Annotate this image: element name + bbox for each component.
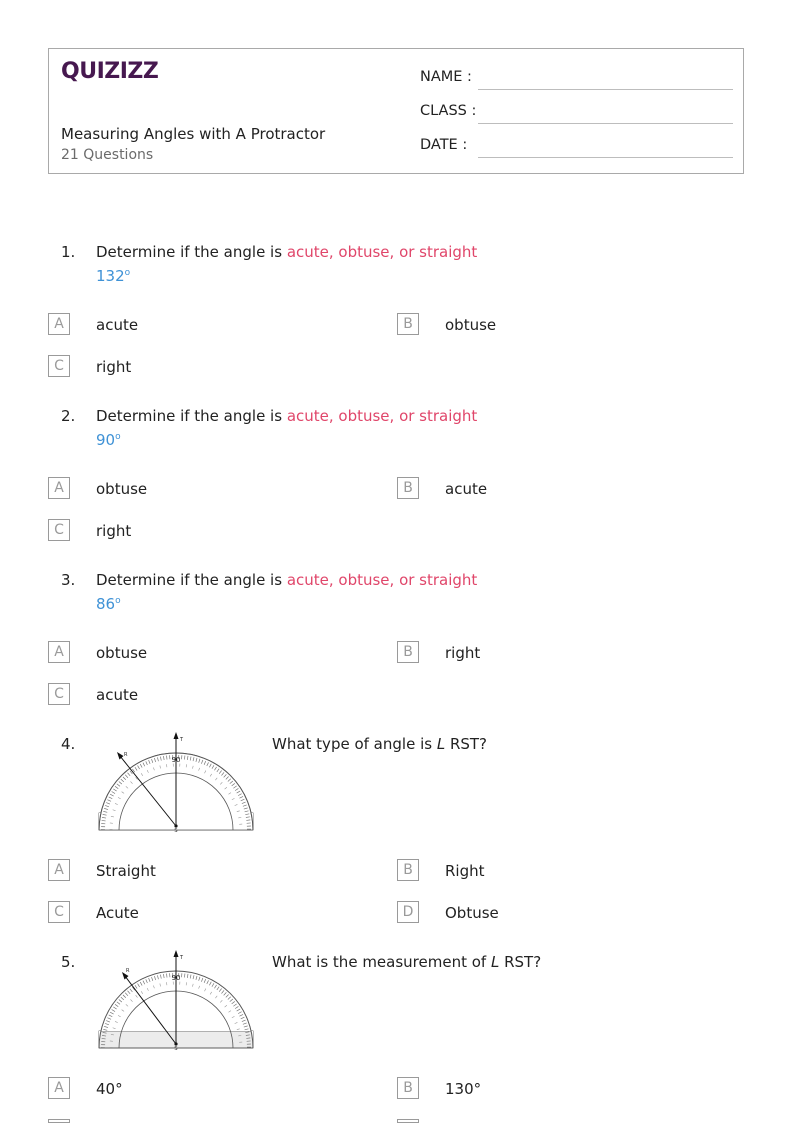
date-label: DATE : xyxy=(420,137,468,153)
option-letter[interactable]: A xyxy=(48,859,70,881)
quizizz-logo: QUIZIZZ xyxy=(61,59,159,84)
question-number: 5. xyxy=(61,953,76,971)
option-text[interactable]: obtuse xyxy=(445,316,497,334)
angle-value xyxy=(96,431,121,449)
option-letter[interactable]: D xyxy=(397,901,419,923)
degree-mark: o xyxy=(115,596,121,606)
vertex-label: S xyxy=(174,828,178,833)
option-text[interactable]: obtuse xyxy=(96,480,148,498)
option-letter[interactable]: B xyxy=(397,313,419,335)
prompt-text: What type of angle is xyxy=(272,735,437,753)
name-field[interactable] xyxy=(478,89,733,90)
question-number: 3. xyxy=(61,571,76,589)
angle-number: 90 xyxy=(96,431,116,449)
prompt-text: Determine if the angle is xyxy=(96,243,287,261)
prompt-text: RST? xyxy=(445,735,488,753)
angle-symbol: L xyxy=(490,953,500,971)
option-text[interactable]: Obtuse xyxy=(445,904,499,922)
question-count: 21 Questions xyxy=(61,147,154,163)
degree-mark: o xyxy=(115,432,121,442)
option-letter[interactable]: B xyxy=(397,1077,419,1099)
date-field[interactable] xyxy=(478,157,733,158)
angle-value xyxy=(96,267,130,285)
prompt-text: Determine if the angle is xyxy=(96,571,287,589)
class-label: CLASS : xyxy=(420,103,477,119)
ray-t-label: T xyxy=(180,737,184,743)
option-letter[interactable]: A xyxy=(48,1077,70,1099)
question-prompt xyxy=(96,407,477,425)
option-letter[interactable]: C xyxy=(48,519,70,541)
prompt-highlight: acute, obtuse, or straight xyxy=(286,407,478,425)
option-letter[interactable]: C xyxy=(48,355,70,377)
prompt-text: Determine if the angle is xyxy=(96,407,287,425)
question-number: 1. xyxy=(61,243,76,261)
vertex-label: S xyxy=(174,1046,178,1051)
option-letter[interactable]: B xyxy=(397,477,419,499)
worksheet-header xyxy=(48,48,744,174)
option-text[interactable]: right xyxy=(96,522,132,540)
option-box[interactable] xyxy=(48,1119,70,1123)
option-letter[interactable]: B xyxy=(397,641,419,663)
option-text[interactable]: Acute xyxy=(96,904,139,922)
option-text[interactable]: acute xyxy=(445,480,488,498)
angle-number: 132 xyxy=(96,267,125,285)
class-field[interactable] xyxy=(478,123,733,124)
ray-t-label: T xyxy=(180,955,184,961)
angle-number: 86 xyxy=(96,595,116,613)
option-text[interactable]: right xyxy=(96,358,132,376)
option-letter[interactable]: B xyxy=(397,859,419,881)
question-prompt xyxy=(272,735,487,753)
option-letter[interactable]: A xyxy=(48,641,70,663)
protractor-diagram xyxy=(98,731,254,833)
protractor-diagram xyxy=(98,949,254,1051)
option-text[interactable]: right xyxy=(445,644,481,662)
question-number: 2. xyxy=(61,407,76,425)
option-text[interactable]: acute xyxy=(96,316,139,334)
question-prompt xyxy=(272,953,541,971)
question-prompt xyxy=(96,243,477,261)
option-text[interactable]: 130° xyxy=(445,1080,482,1098)
option-text[interactable]: Right xyxy=(445,862,485,880)
option-letter[interactable]: C xyxy=(48,683,70,705)
option-box[interactable] xyxy=(397,1119,419,1123)
prompt-highlight: acute, obtuse, or straight xyxy=(286,571,478,589)
arrow-icon xyxy=(174,950,179,957)
worksheet-title: Measuring Angles with A Protractor xyxy=(61,125,326,143)
question-prompt xyxy=(96,571,477,589)
question-number: 4. xyxy=(61,735,76,753)
arrow-icon xyxy=(174,732,179,739)
ray-r-label: R xyxy=(126,968,130,974)
option-letter[interactable]: A xyxy=(48,477,70,499)
prompt-text: RST? xyxy=(499,953,542,971)
option-letter[interactable]: C xyxy=(48,901,70,923)
option-text[interactable]: acute xyxy=(96,686,139,704)
option-text[interactable]: 40° xyxy=(96,1080,123,1098)
ray-r-label: R xyxy=(124,752,128,758)
protractor-90-label: 90 xyxy=(171,756,181,764)
option-text[interactable]: obtuse xyxy=(96,644,148,662)
angle-value xyxy=(96,595,121,613)
protractor-90-label: 90 xyxy=(171,974,181,982)
option-text[interactable]: Straight xyxy=(96,862,156,880)
degree-mark: o xyxy=(124,268,131,278)
angle-symbol: L xyxy=(436,735,446,753)
option-letter[interactable]: A xyxy=(48,313,70,335)
prompt-text: What is the measurement of xyxy=(272,953,491,971)
prompt-highlight: acute, obtuse, or straight xyxy=(286,243,478,261)
name-label: NAME : xyxy=(420,69,472,85)
